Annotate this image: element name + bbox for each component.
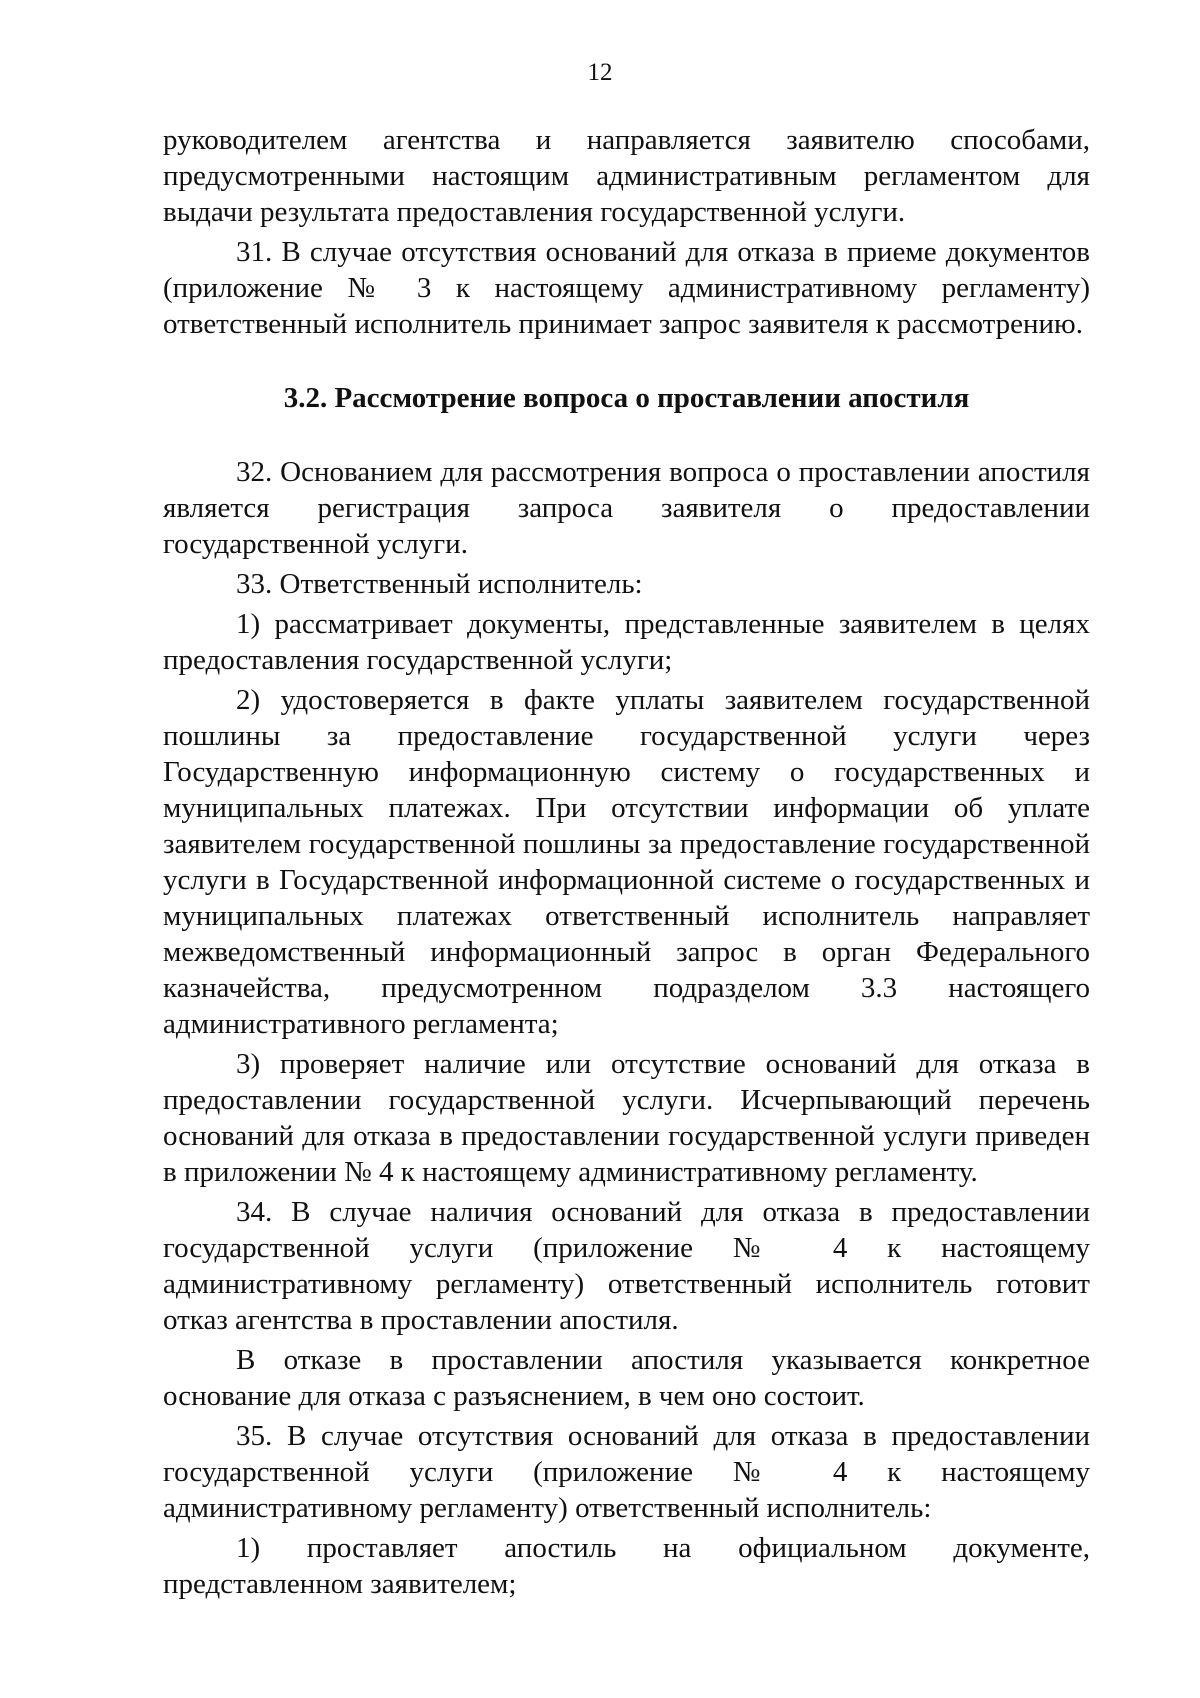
section-title: 3.2. Рассмотрение вопроса о проставлении апостиля — [283, 382, 970, 414]
paragraph-34-note: В отказе в проставлении апостиля указывается конкретное основание для отказа с разъяснением, в чем оно состоит. — [163, 1344, 1090, 1412]
paragraph-33-item-1: 1) рассматривает документы, представленные заявителем в целях предоставления государственной услуги; — [163, 608, 1090, 676]
paragraph-32: 32. Основанием для рассмотрения вопроса о проставлении апостиля является регистрация запроса заявителя о предоставлении государственной услуги. — [163, 456, 1090, 560]
paragraph-33-item-2: 2) удостоверяется в факте уплаты заявителем государственной пошлины за предоставление государственной услуги через Государственную информационную систему о государственных и муниципальных платежах. При отсутствии информации об уплате заявителем государственной пошлины за предоставление государственной услуги в Государственной информационной системе о государственных и муниципальных платежах ответственный исполнитель направляет межведомственный информационный запрос в орган Федерального казначейства, предусмотренном подразделом 3.3 настоящего административного регламента; — [163, 684, 1090, 1040]
document-body — [163, 122, 1090, 1602]
paragraph-33: 33. Ответственный исполнитель: — [236, 568, 643, 600]
paragraph-34: 34. В случае наличия оснований для отказа в предоставлении государственной услуги (приложение № 4 к настоящему административному регламенту) ответственный исполнитель готовит отказ агентства в проставлении апостиля. — [163, 1196, 1090, 1336]
paragraph-35-item-1: 1) проставляет апостиль на официальном документе, представленном заявителем; — [163, 1532, 1090, 1600]
paragraph-31: 31. В случае отсутствия оснований для отказа в приеме документов (приложение № 3 к настоящему административному регламенту) ответственный исполнитель принимает запрос заявителя к рассмотрению. — [163, 236, 1090, 340]
paragraph-continuation: руководителем агентства и направляется заявителю способами, предусмотренными настоящим административным регламентом для выдачи результата предоставления государственной услуги. — [163, 124, 1090, 228]
paragraph-33-item-3: 3) проверяет наличие или отсутствие оснований для отказа в предоставлении государственной услуги. Исчерпывающий перечень оснований для отказа в предоставлении государственной услуги приведен в приложении № 4 к настоящему административному регламенту. — [163, 1048, 1090, 1188]
paragraph-35: 35. В случае отсутствия оснований для отказа в предоставлении государственной услуги (приложение № 4 к настоящему административному регламенту) ответственный исполнитель: — [163, 1420, 1090, 1524]
page-number: 12 — [587, 59, 613, 86]
